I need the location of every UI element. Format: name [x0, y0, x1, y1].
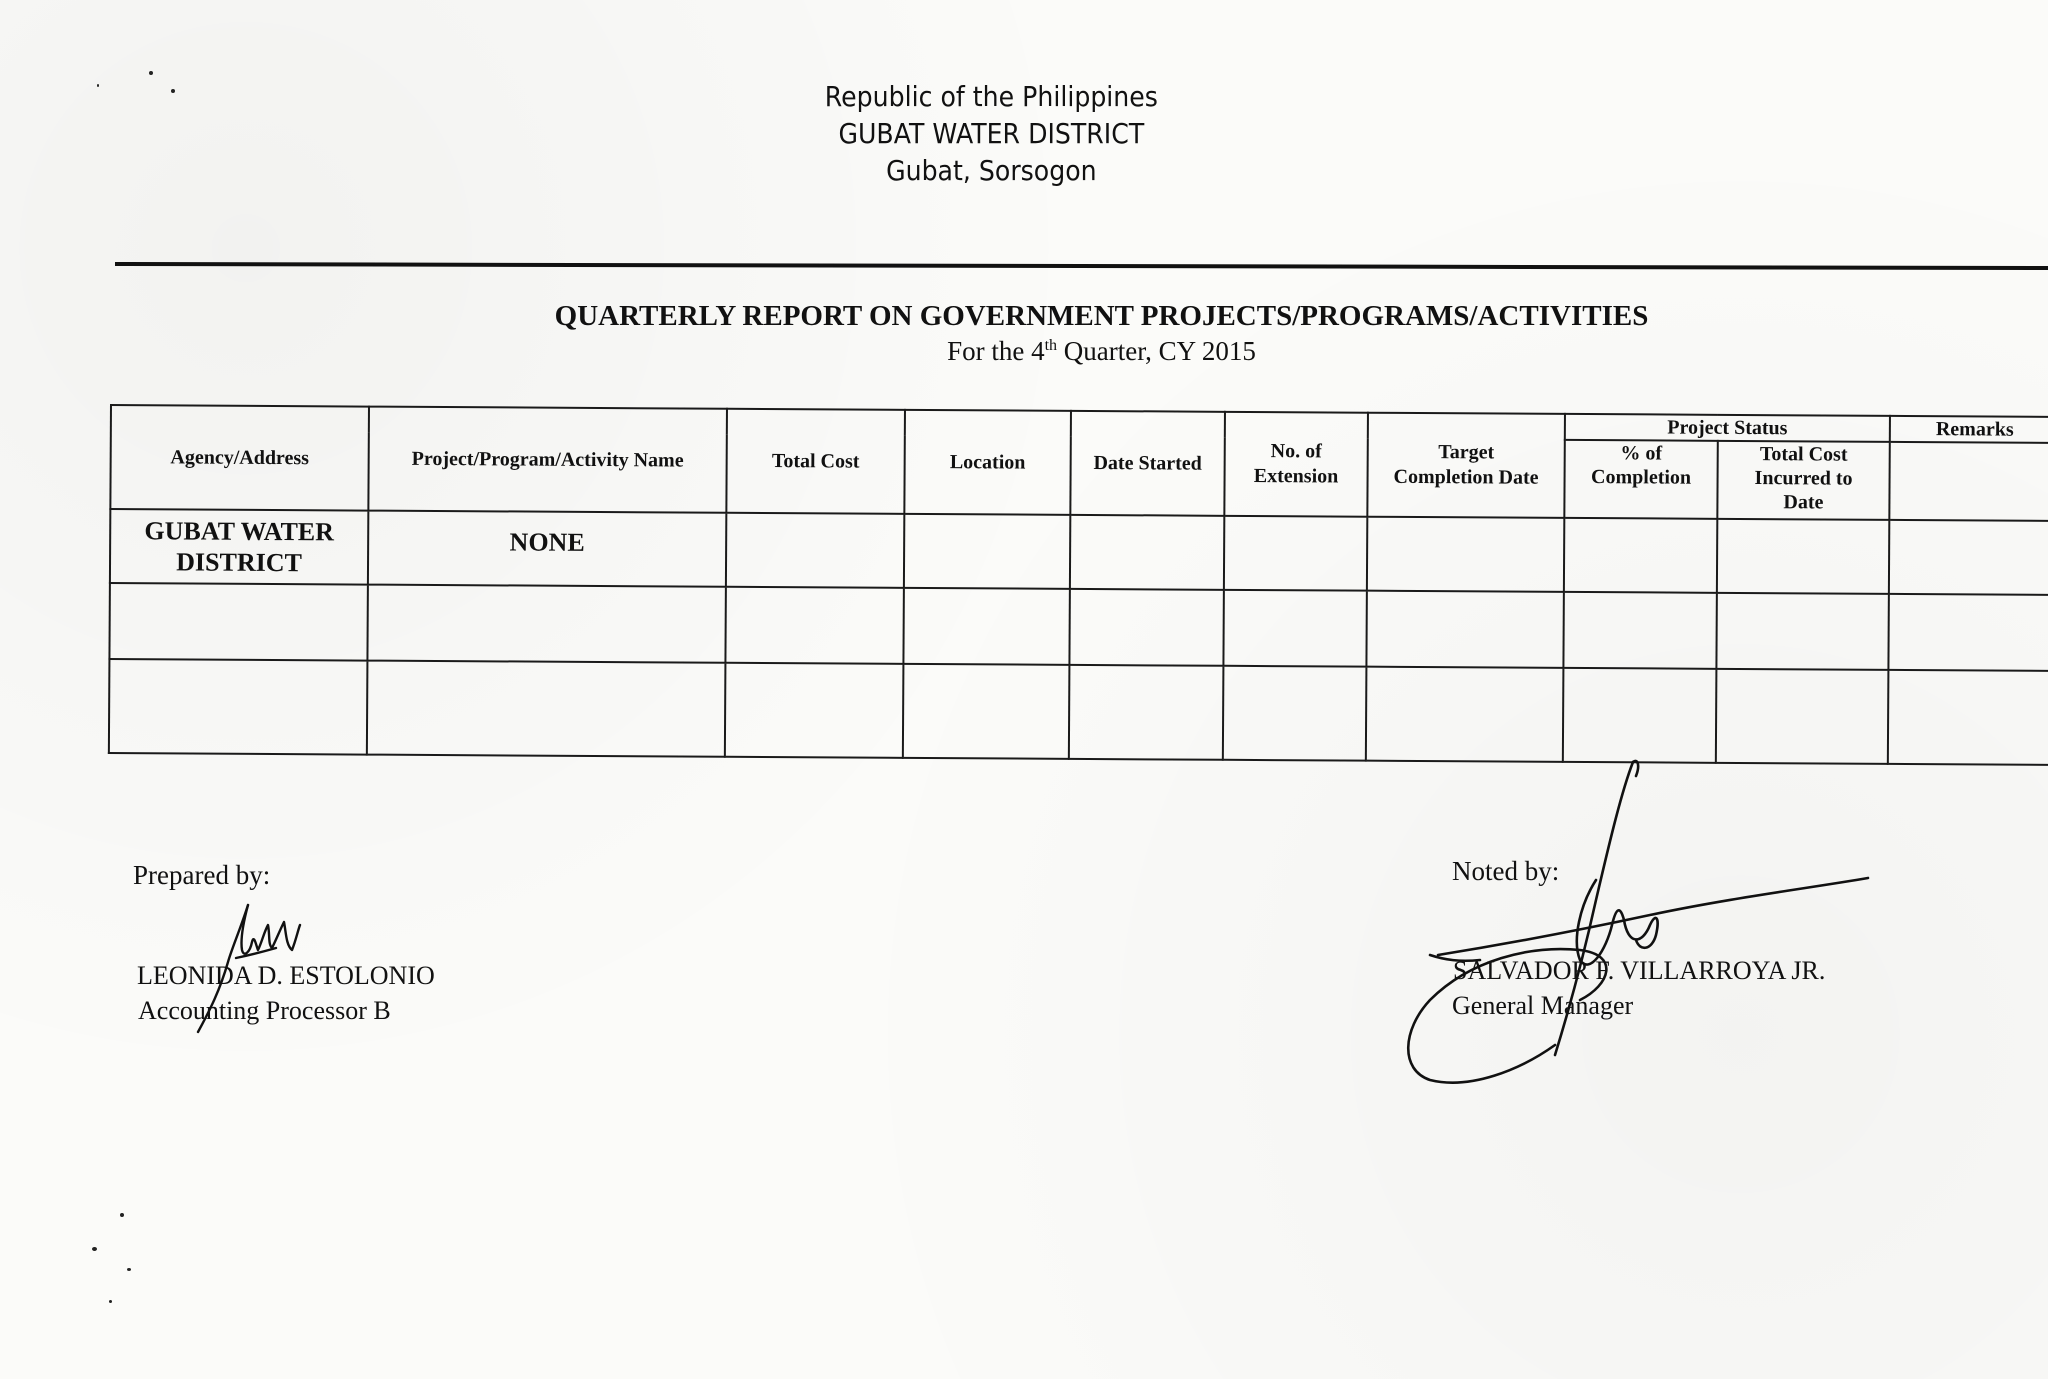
empty-cell — [1069, 589, 1223, 666]
empty-cell — [1888, 670, 2048, 765]
table-row-empty — [109, 583, 2048, 671]
empty-cell — [1366, 591, 1563, 668]
percent-line2: Completion — [1591, 466, 1692, 489]
empty-cell — [109, 659, 368, 755]
letterhead-republic: Republic of the Philippines — [824, 80, 1158, 113]
target-line1: Target — [1438, 441, 1495, 464]
empty-cell — [1888, 594, 2048, 671]
column-header-location: Location — [904, 410, 1071, 515]
date-started-cell — [1070, 515, 1224, 590]
total-cost-cell — [726, 513, 904, 588]
empty-cell — [1563, 592, 1716, 669]
agency-line1: GUBAT WATER — [144, 516, 335, 547]
empty-cell — [1563, 668, 1717, 763]
remarks-cell — [1889, 520, 2048, 595]
noter-name: SALVADOR F. VILLARROYA JR. — [1453, 956, 1826, 985]
preparer-position: Accounting Processor B — [138, 996, 391, 1025]
report-title: QUARTERLY REPORT ON GOVERNMENT PROJECTS/PROGRAMS/ACTIVITIES — [554, 300, 1649, 332]
scan-speck — [92, 1247, 97, 1251]
letterhead-agency: GUBAT WATER DISTRICT — [838, 117, 1145, 150]
scan-speck — [149, 71, 153, 75]
column-header-no-of-extension — [1224, 412, 1368, 517]
header-row-top — [111, 405, 2048, 443]
incurred-line2: Incurred to — [1754, 467, 1853, 490]
no-of-extension-line2: Extension — [1253, 464, 1339, 488]
empty-cell — [1223, 590, 1366, 667]
agency-line2: DISTRICT — [176, 547, 302, 578]
incurred-line3: Date — [1783, 491, 1824, 514]
period-prefix: For the 4 — [947, 336, 1045, 366]
location-cell — [904, 514, 1070, 589]
column-header-percent-completion — [1564, 440, 1717, 519]
noter-position: General Manager — [1452, 991, 1634, 1020]
column-header-cost-incurred — [1717, 441, 1889, 520]
column-header-total-cost: Total Cost — [726, 409, 905, 514]
column-header-project: Project/Program/Activity Name — [368, 407, 727, 513]
no-of-extension-line1: No. of — [1270, 440, 1322, 463]
target-completion-cell — [1367, 517, 1564, 592]
agency-cell — [110, 509, 368, 585]
period-ordinal-suffix: th — [1044, 337, 1058, 354]
report-period — [0, 336, 2048, 367]
letterhead-address: Gubat, Sorsogon — [886, 154, 1097, 187]
empty-cell — [903, 664, 1070, 759]
preparer-name: LEONIDA D. ESTOLONIO — [137, 961, 435, 990]
empty-cell — [725, 663, 904, 758]
letterhead — [0, 78, 1983, 189]
empty-cell — [903, 588, 1069, 665]
column-header-date-started: Date Started — [1070, 411, 1225, 516]
scan-speck — [127, 1268, 131, 1271]
column-header-agency: Agency/Address — [110, 405, 369, 511]
empty-cell — [1069, 665, 1224, 760]
remarks-subcell — [1889, 442, 2048, 521]
empty-cell — [725, 587, 903, 664]
empty-cell — [1366, 667, 1564, 762]
report-table — [108, 404, 2048, 766]
prepared-by-label: Prepared by: — [133, 860, 271, 890]
empty-cell — [367, 661, 726, 757]
empty-cell — [1716, 593, 1888, 670]
project-cell: NONE — [368, 511, 726, 587]
header-rule — [115, 262, 2048, 270]
target-line2: Completion Date — [1393, 465, 1539, 489]
noted-by-label: Noted by: — [1452, 856, 1560, 886]
table-row-empty — [109, 659, 2048, 765]
empty-cell — [1223, 666, 1367, 761]
incurred-line1: Total Cost — [1759, 443, 1848, 466]
no-of-extension-cell — [1224, 516, 1367, 591]
empty-cell — [109, 583, 367, 661]
scan-speck — [120, 1213, 124, 1217]
scan-speck — [109, 1300, 112, 1303]
column-group-project-status: Project Status — [1565, 414, 1890, 442]
table-row — [110, 509, 2048, 595]
empty-cell — [367, 585, 725, 663]
percent-line1: % of — [1620, 442, 1663, 465]
cost-incurred-cell — [1717, 519, 1889, 594]
percent-completion-cell — [1564, 518, 1717, 593]
empty-cell — [1716, 669, 1889, 764]
period-rest: Quarter, CY 2015 — [1057, 336, 1256, 366]
noter-signature — [1408, 761, 1868, 1083]
column-header-remarks: Remarks — [1890, 416, 2048, 443]
column-header-target-completion — [1367, 413, 1565, 518]
